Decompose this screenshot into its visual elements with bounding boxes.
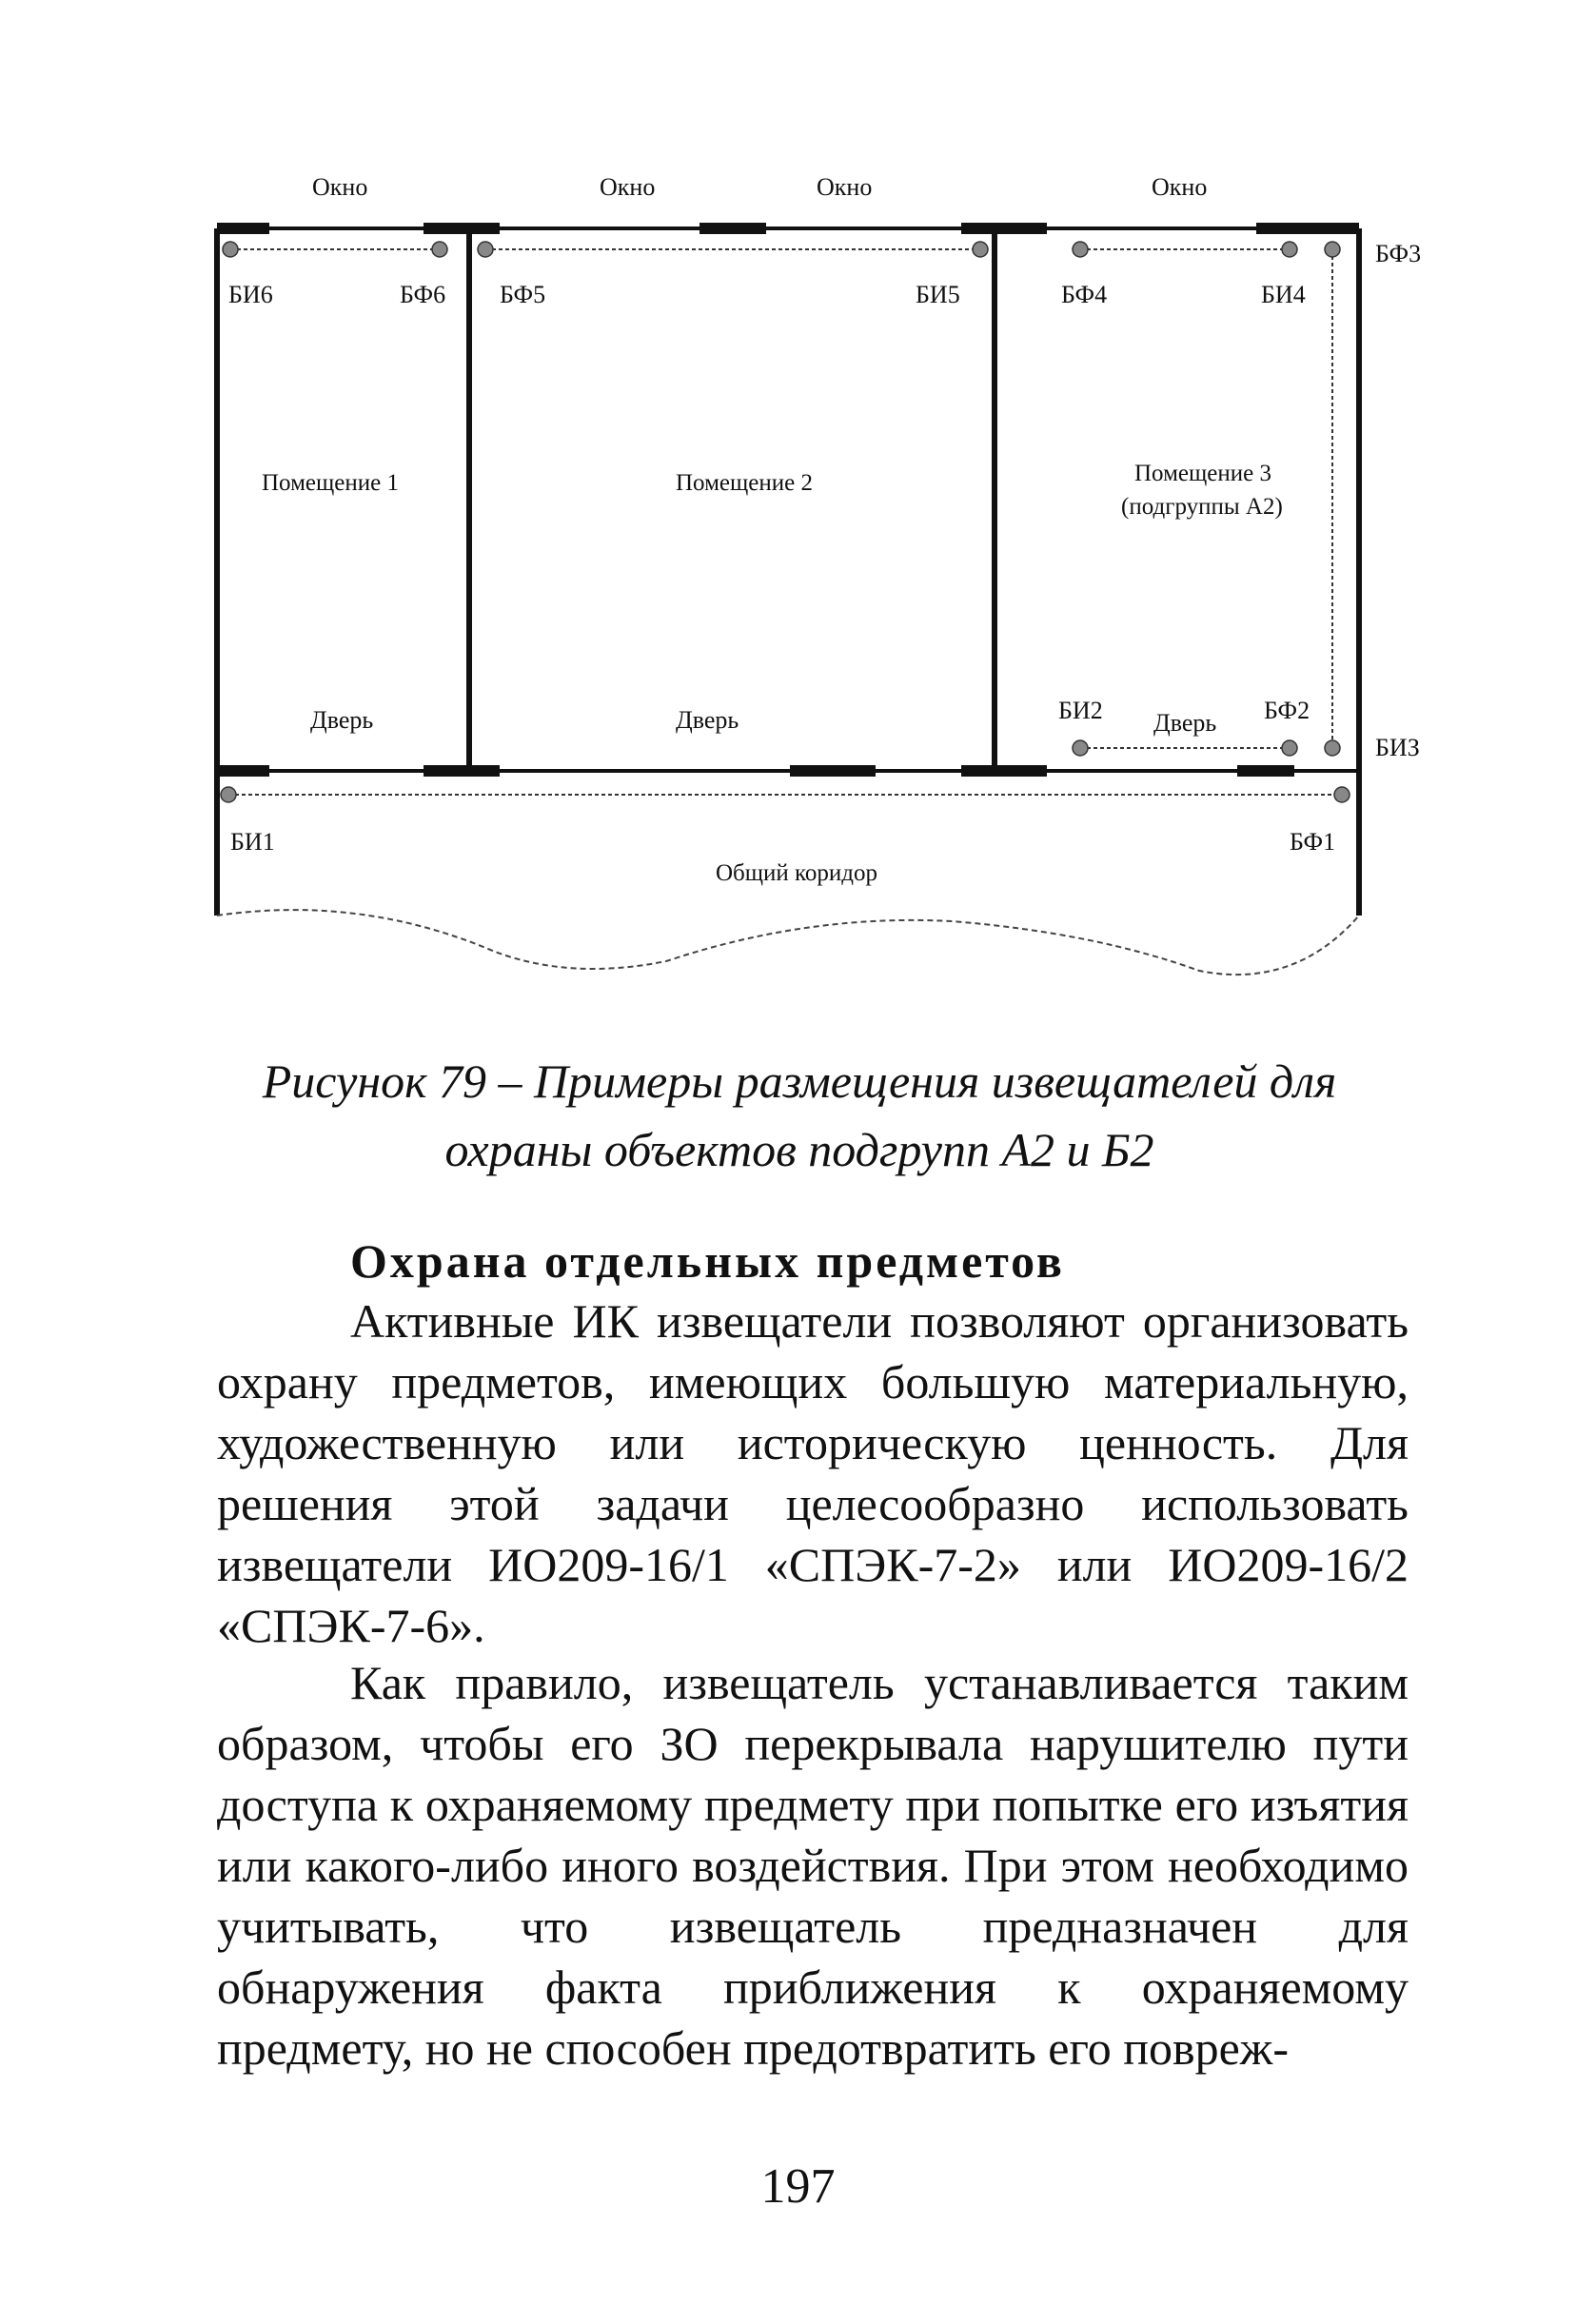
door-label: Дверь xyxy=(676,706,739,734)
window-label: Окно xyxy=(600,173,656,201)
figure-caption xyxy=(190,1047,1409,1184)
window-label: Окно xyxy=(1152,173,1208,201)
caption-line-2: охраны объектов подгрупп А2 и Б2 xyxy=(444,1123,1154,1176)
corridor-label: Общий коридор xyxy=(716,860,878,886)
device-label-bf2: БФ2 xyxy=(1264,697,1310,724)
room-label-1: Помещение 1 xyxy=(262,470,399,496)
paragraph: Активные ИК извещатели позволяют организовать охрану предметов, имеющих большую материальную, художественную или историческую ценность. Для решения этой задачи целесообразно использовать извещатели ИО209-16/1 «СПЭК-7-2» или ИО209-16/2 «СПЭК-7-6». xyxy=(217,1294,1409,1652)
device-label-bf6: БФ6 xyxy=(400,281,446,308)
paragraph: Как правило, извещатель устанавливается таким образом, чтобы его ЗО перекрывала нарушителю пути доступа к охраняемому предмету при попытке его изъятия или какого-либо иного воздействия. При этом необходимо учитывать, что извещатель предназначен для обнаружения факта приближения к охраняемому предмету, но не способен предотвратить его повреж- xyxy=(217,1656,1409,2075)
caption-line-1: Рисунок 79 – Примеры размещения извещателей для xyxy=(262,1054,1337,1108)
room-label-3: Помещение 3 xyxy=(1134,461,1271,486)
room-label-2: Помещение 2 xyxy=(676,470,813,496)
device-label-bi2: БИ2 xyxy=(1058,697,1103,724)
device-label-bi5: БИ5 xyxy=(916,281,960,308)
floor-plan-diagram xyxy=(0,0,1596,1028)
device-label-bi6: БИ6 xyxy=(228,281,273,308)
room-label-3-subgroup: (подгруппы А2) xyxy=(1121,494,1283,520)
door-label: Дверь xyxy=(1153,709,1217,737)
device-label-bf5: БФ5 xyxy=(500,281,546,308)
device-label-bf3: БФ3 xyxy=(1375,240,1422,267)
door-label: Дверь xyxy=(310,706,374,734)
corridor-break-line xyxy=(217,910,1359,975)
walls xyxy=(217,228,1359,916)
device-label-bi4: БИ4 xyxy=(1261,281,1306,308)
section-heading: Охрана отдельных предметов xyxy=(350,1234,1065,1288)
device-label-bi3: БИЗ xyxy=(1375,734,1420,761)
window-label: Окно xyxy=(817,173,873,201)
page-number: 197 xyxy=(760,2159,836,2214)
device-label-bf1: БФ1 xyxy=(1290,828,1336,856)
window-label: Окно xyxy=(312,173,368,201)
device-label-bf4: БФ4 xyxy=(1061,281,1108,308)
device-label-bi1: БИ1 xyxy=(230,828,275,856)
